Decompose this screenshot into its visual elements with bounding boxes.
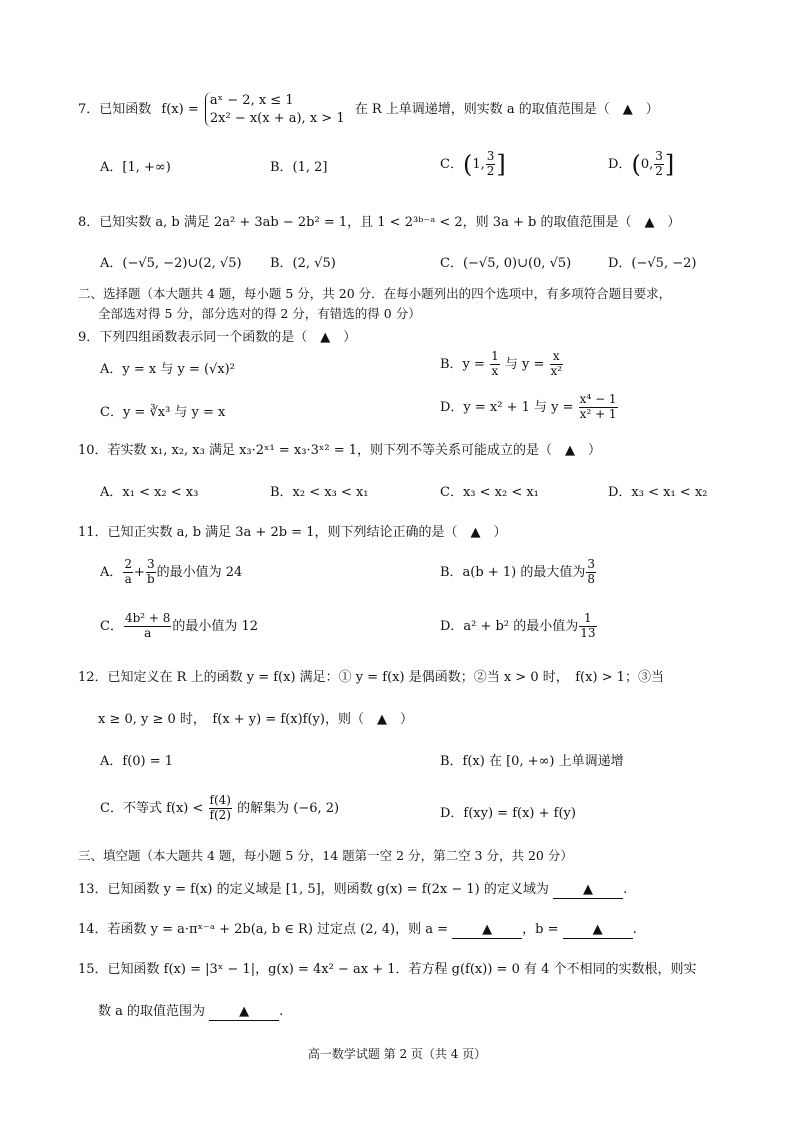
page-footer: 高一数学试题 第 2 页（共 4 页） bbox=[307, 1047, 487, 1061]
q14-end: . bbox=[632, 922, 637, 937]
q10-stem: 10．若实数 x₁, x₂, x₃ 满足 x₃·2ˣ¹ = x₃·3ˣ² = 1，则下列不等关系可能成立的是（ ▲ ） bbox=[78, 443, 602, 458]
q9-option-b-mid: 与 y = bbox=[504, 356, 545, 372]
q11-option-c-frac bbox=[124, 612, 171, 641]
frac-num: x bbox=[552, 349, 560, 363]
q11-option-b-text: B．a(b + 1) 的最大值为 bbox=[440, 564, 586, 580]
frac-num: x⁴ − 1 bbox=[579, 392, 617, 406]
frac-den: x bbox=[491, 363, 499, 378]
q11-option-c-text: 的最小值为 12 bbox=[172, 618, 259, 634]
q15-stem-line2-text: 数 a 的取值范围为 bbox=[98, 1004, 206, 1019]
section-2-header-line2: 全部选对得 5 分，部分选对的得 2 分，有错选的得 0 分） bbox=[98, 306, 421, 321]
frac-den: f(2) bbox=[209, 807, 231, 822]
q7-stem-b: 在 R 上单调递增，则实数 a 的取值范围是（ ▲ ） bbox=[354, 102, 659, 118]
q15-end: . bbox=[279, 1004, 284, 1019]
q13-stem bbox=[78, 882, 627, 899]
q9-option-b-frac1 bbox=[490, 350, 500, 379]
q8-option-d: D．(−√5, −2) bbox=[608, 256, 697, 271]
q7-stem-a: 7．已知函数 bbox=[78, 102, 152, 118]
q8-option-a: A．(−√5, −2)∪(2, √5) bbox=[100, 256, 242, 271]
q9-option-b-label: B．y = bbox=[440, 356, 485, 372]
q7-option-c-rbracket: ] bbox=[496, 150, 506, 179]
q11-option-a-frac2 bbox=[146, 558, 156, 587]
q14-answer-blank-a[interactable] bbox=[452, 922, 522, 939]
q7-option-d-label: D． bbox=[608, 156, 632, 172]
q7-case2: 2x² − x(x + a), x > 1 bbox=[209, 110, 345, 126]
q7-option-a: A．[1, +∞) bbox=[100, 160, 171, 175]
frac-den: a bbox=[124, 571, 132, 586]
q11-option-b bbox=[440, 558, 597, 587]
q9-option-b-frac2 bbox=[550, 350, 564, 379]
q7-option-d: D．(0, $\frac{3}{2}$ ] bbox=[608, 149, 675, 179]
q11-option-d-frac bbox=[579, 612, 596, 641]
q13-end: . bbox=[623, 882, 628, 897]
frac-den: b bbox=[146, 571, 155, 586]
q10-option-a: A．x₁ < x₂ < x₃ bbox=[100, 485, 199, 500]
q10-option-b: B．x₂ < x₃ < x₁ bbox=[270, 485, 369, 500]
frac-num: 4b² + 8 bbox=[124, 611, 171, 625]
q12-option-d: D．f(xy) = f(x) + f(y) bbox=[440, 806, 576, 821]
q7-stem bbox=[78, 92, 659, 127]
q9-stem: 9．下列四组函数表示同一个函数的是（ ▲ ） bbox=[78, 330, 357, 345]
section-2-header-line1: 二、选择题（本大题共 4 题，每小题 5 分，共 20 分．在每小题列出的四个选项中，有多项符合题目要求， bbox=[78, 286, 672, 301]
frac-den: 2 bbox=[486, 163, 495, 178]
q15-stem-line1: 15．已知函数 f(x) = |3ˣ − 1|，g(x) = 4x² − ax + 1．若方程 g(f(x)) = 0 有 4 个不相同的实数根，则实 bbox=[78, 962, 697, 977]
q8-option-c: C．(−√5, 0)∪(0, √5) bbox=[440, 256, 572, 271]
q11-option-b-frac bbox=[586, 558, 596, 587]
q7-option-c: C．(1, $\frac{3}{2}$ ] bbox=[440, 149, 506, 179]
frac-num: 1 bbox=[584, 611, 592, 625]
frac-num: 2 bbox=[124, 557, 133, 571]
frac-num: 3 bbox=[486, 149, 495, 163]
q9-option-c: C．y = ∛x³ 与 y = x bbox=[100, 405, 226, 420]
q7-case1: aˣ − 2, x ≤ 1 bbox=[209, 93, 294, 108]
q12-stem-line1: 12．已知定义在 R 上的函数 y = f(x) 满足：① y = f(x) 是偶函数；②当 x > 0 时， f(x) > 1；③当 bbox=[78, 670, 664, 685]
q11-option-a-text: 的最小值为 24 bbox=[156, 564, 243, 580]
frac-den: x² bbox=[550, 363, 563, 378]
q13-answer-blank[interactable] bbox=[553, 882, 623, 899]
q12-option-c-text-a: C．不等式 f(x) < bbox=[100, 800, 204, 816]
q14-stem bbox=[78, 922, 637, 939]
q12-option-c-frac bbox=[209, 794, 232, 823]
q12-option-b: B．f(x) 在 [0, +∞) 上单调递增 bbox=[440, 754, 624, 769]
frac-num: 3 bbox=[655, 149, 663, 163]
q11-stem: 11．已知正实数 a, b 满足 3a + 2b = 1，则下列结论正确的是（ ▲ ） bbox=[78, 525, 507, 540]
q11-option-a-frac1 bbox=[123, 558, 133, 587]
q9-option-d-frac bbox=[579, 393, 618, 422]
frac-num: 3 bbox=[146, 557, 155, 571]
q7-option-c-lparen: ( bbox=[462, 150, 473, 179]
q12-option-c-text-b: 的解集为 (−6, 2) bbox=[237, 800, 340, 816]
q11-option-d-text: D．a² + b² 的最小值为 bbox=[440, 618, 579, 634]
q13-marker: ▲ bbox=[583, 882, 594, 897]
q9-option-a: A．y = x 与 y = (√x)² bbox=[100, 362, 235, 377]
q7-func: f(x) = bbox=[161, 102, 199, 118]
q7-option-d-rbracket: ] bbox=[664, 150, 675, 179]
q12-option-a: A．f(0) = 1 bbox=[100, 754, 174, 769]
frac-num: f(4) bbox=[209, 793, 231, 807]
q15-answer-blank[interactable] bbox=[209, 1004, 279, 1021]
q7-option-c-frac bbox=[486, 150, 496, 179]
q14-answer-blank-b[interactable] bbox=[563, 922, 633, 939]
frac-den: 2 bbox=[655, 163, 663, 178]
q14-marker-a: ▲ bbox=[482, 922, 493, 937]
q10-option-c: C．x₃ < x₂ < x₁ bbox=[440, 485, 539, 500]
q11-option-d bbox=[440, 612, 598, 641]
q7-option-c-label: C． bbox=[440, 156, 463, 172]
q15-marker: ▲ bbox=[239, 1004, 250, 1019]
q14-marker-b: ▲ bbox=[592, 922, 603, 937]
q9-option-b bbox=[440, 350, 564, 379]
q7-piecewise bbox=[205, 92, 345, 127]
q8-stem: 8．已知实数 a, b 满足 2a² + 3ab − 2b² = 1，且 1 < 2³ᵇ⁻ᵃ < 2，则 3a + b 的取值范围是（ ▲ ） bbox=[78, 215, 681, 230]
q12-stem-line2: x ≥ 0, y ≥ 0 时， f(x + y) = f(x)f(y)，则（ ▲ ） bbox=[98, 712, 413, 727]
q7-option-d-frac bbox=[654, 150, 664, 179]
q15-stem-line2 bbox=[98, 1004, 283, 1021]
q7-option-d-lparen: ( bbox=[631, 150, 641, 179]
q12-option-c bbox=[100, 794, 339, 823]
frac-den: 8 bbox=[587, 571, 595, 586]
q9-option-d bbox=[440, 393, 619, 422]
q14-mid: ，b = bbox=[522, 922, 559, 937]
q14-stem-text: 14．若函数 y = a·πˣ⁻ᵃ + 2b(a, b ∈ R) 过定点 (2, 4)，则 a = bbox=[78, 922, 449, 937]
q13-stem-text: 13．已知函数 y = f(x) 的定义域是 [1, 5]，则函数 g(x) = f(2x − 1) 的定义域为 bbox=[78, 882, 549, 897]
frac-num: 1 bbox=[491, 349, 499, 363]
q10-option-d: D．x₃ < x₁ < x₂ bbox=[608, 485, 708, 500]
q8-option-b: B．(2, √5) bbox=[270, 256, 336, 271]
frac-den: a bbox=[124, 626, 171, 641]
q11-option-a: A． $\frac{2}{a}$ + $\frac{3}{b}$ 的最小值为 24 bbox=[100, 557, 243, 586]
q11-option-c: C． $\frac{\text{4b² + 8}}{a}$ 的最小值为 12 bbox=[100, 611, 259, 640]
frac-num: 3 bbox=[587, 557, 595, 571]
frac-den: x² + 1 bbox=[579, 406, 617, 421]
q7-option-b: B．(1, 2] bbox=[270, 160, 328, 175]
frac-den: 13 bbox=[580, 625, 596, 640]
q9-option-d-label: D．y = x² + 1 与 y = bbox=[440, 399, 574, 415]
section-3-header: 三、填空题（本大题共 4 题，每小题 5 分，14 题第一空 2 分，第二空 3 分，共 20 分） bbox=[78, 848, 573, 863]
